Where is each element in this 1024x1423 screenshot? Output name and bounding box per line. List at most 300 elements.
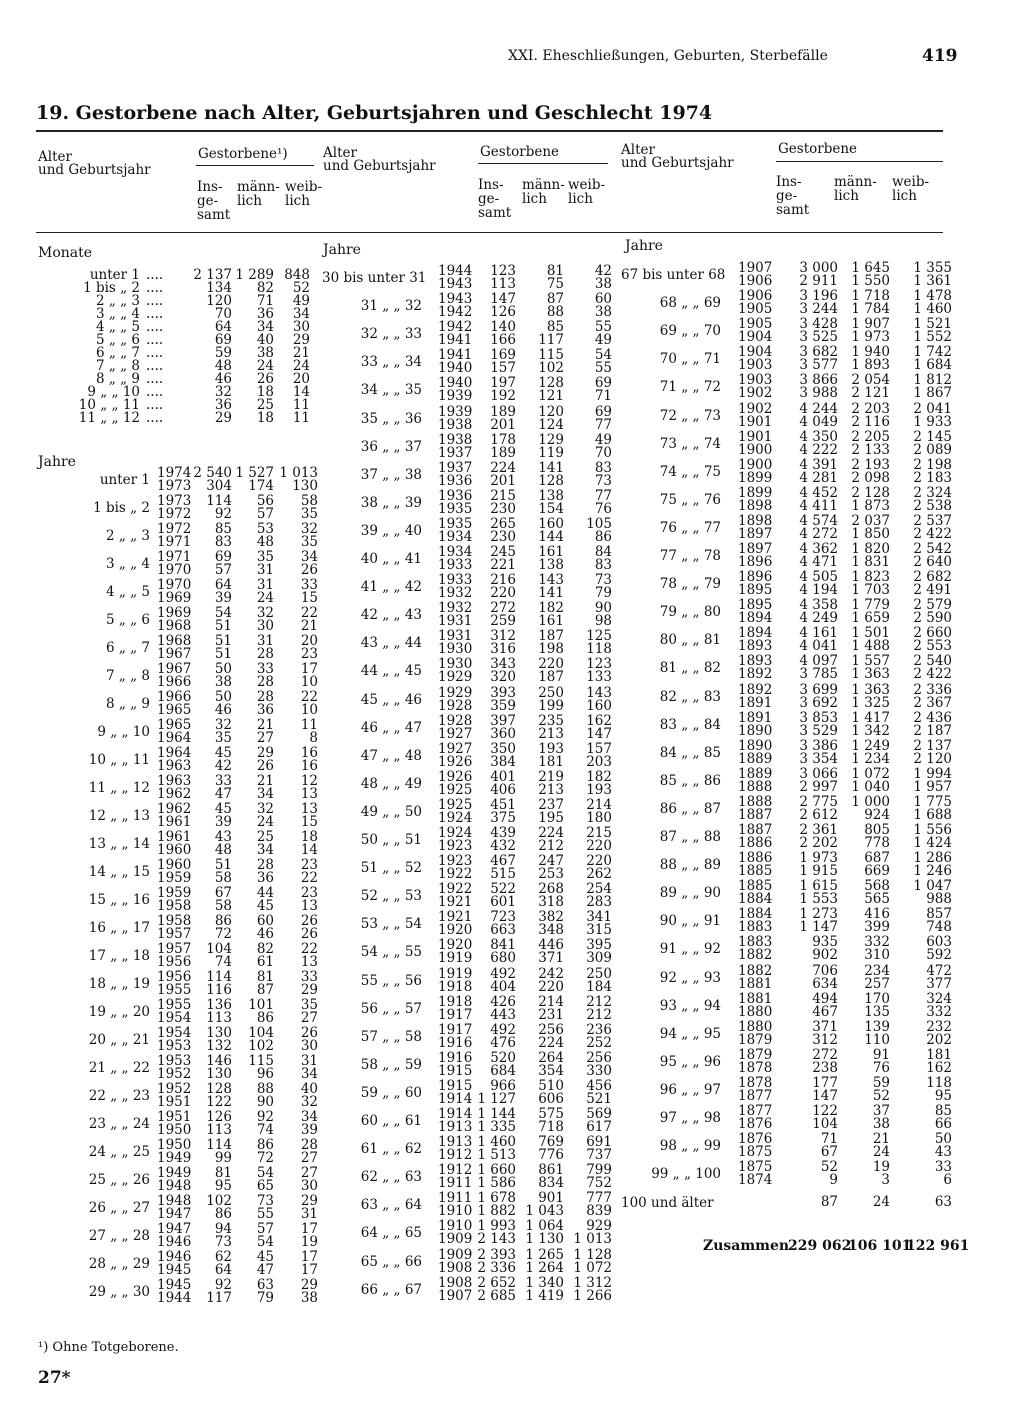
age-group-label: 61 „ „ 62: [360, 1141, 422, 1158]
section-years-2: Jahre: [323, 242, 361, 258]
deceased-male: 1 820: [851, 541, 890, 557]
dot-leader: ....: [146, 267, 164, 283]
age-group-label: 14 „ „ 15: [88, 864, 150, 880]
birth-year: 1912: [438, 1162, 473, 1179]
age-group-label: 66 „ „ 67: [360, 1281, 422, 1298]
deceased-male: 76: [872, 1059, 890, 1076]
deceased-male: 45: [256, 898, 274, 914]
deceased-male: 81: [546, 263, 564, 279]
deceased-female: 569: [586, 1106, 612, 1122]
deceased-total: 3 000: [799, 260, 838, 276]
deceased-male: 1 064: [525, 1218, 564, 1235]
birth-year: 1925: [438, 781, 473, 798]
deceased-male: 1 040: [851, 778, 890, 795]
deceased-total: 177: [812, 1074, 838, 1091]
dot-leader: ....: [146, 332, 164, 348]
deceased-male: 47: [256, 1262, 274, 1278]
deceased-male: 1 703: [851, 582, 890, 599]
deceased-male: 24: [256, 814, 274, 830]
deceased-total: 48: [214, 842, 232, 858]
deceased-total: 74: [214, 954, 232, 970]
header-male-1b: lich: [237, 193, 262, 209]
deceased-male: 73: [256, 1193, 274, 1209]
birth-year: 1908: [438, 1259, 473, 1276]
deceased-male: 1 718: [851, 288, 890, 305]
deceased-total: 67: [214, 885, 232, 901]
deceased-female: 2 137: [913, 737, 952, 754]
deceased-female: 1 521: [913, 316, 952, 333]
month-age-label: 2 „ „ 3: [95, 293, 140, 309]
deceased-total: 439: [490, 825, 516, 841]
deceased-total: 1 660: [477, 1162, 516, 1179]
age-group-label: 56 „ „ 57: [360, 1000, 422, 1017]
deceased-male: 124: [538, 416, 564, 433]
month-male: 1 289: [235, 267, 274, 283]
deceased-male: 141: [538, 459, 564, 476]
deceased-total: 166: [490, 332, 516, 349]
deceased-male: 193: [538, 740, 564, 757]
deceased-male: 3: [881, 1172, 890, 1189]
age-group-label: 11 „ „ 12: [88, 780, 150, 796]
deceased-male: 32: [256, 605, 274, 621]
deceased-female: 34: [300, 1109, 318, 1125]
deceased-female: 38: [594, 276, 612, 292]
deceased-total: 2 997: [799, 778, 838, 795]
birth-year: 1930: [438, 641, 473, 658]
age-group-label: 26 „ „ 27: [88, 1200, 150, 1216]
birth-year: 1926: [438, 768, 473, 785]
birth-year: 1942: [438, 319, 473, 336]
birth-year: 1914: [438, 1090, 473, 1107]
deceased-male: 115: [248, 1053, 274, 1069]
birth-year: 1927: [438, 725, 473, 742]
deceased-female: 130: [292, 478, 318, 494]
deceased-female: 1 072: [573, 1259, 612, 1276]
deceased-male: 21: [256, 773, 274, 789]
deceased-total: 966: [490, 1077, 516, 1094]
deceased-male: 2 193: [851, 456, 890, 473]
deceased-male: 31: [256, 562, 274, 578]
deceased-total: 113: [490, 276, 516, 292]
deceased-total: 4 362: [799, 541, 838, 557]
deceased-total: 316: [490, 641, 516, 658]
deceased-total: 45: [214, 745, 232, 761]
dot-leader: ....: [146, 319, 164, 335]
deceased-female: 35: [300, 534, 318, 550]
deceased-male: 1 850: [851, 525, 890, 542]
birth-year: 1926: [438, 753, 473, 770]
deceased-total: 272: [812, 1046, 838, 1063]
age-group-label: 3 „ „ 4: [105, 556, 150, 572]
deceased-male: 48: [256, 534, 274, 550]
deceased-total: 62: [214, 1249, 232, 1265]
deceased-male: 268: [538, 881, 564, 898]
birth-year: 1915: [438, 1077, 473, 1094]
age-group-label: 22 „ „ 23: [88, 1088, 150, 1104]
deceased-male: 88: [256, 1081, 274, 1097]
deceased-total: 32: [214, 717, 232, 733]
birth-year: 1911: [438, 1175, 473, 1192]
age-group-label: 9 „ „ 10: [97, 724, 150, 740]
deceased-female: 35: [300, 997, 318, 1013]
deceased-female: 147: [586, 725, 612, 742]
deceased-female: 125: [586, 628, 612, 645]
deceased-female: 1 552: [913, 329, 952, 346]
header-rule: [36, 232, 943, 233]
deceased-female: 162: [926, 1059, 952, 1076]
birth-year: 1931: [438, 628, 473, 645]
birth-year: 1969: [157, 605, 192, 621]
age-group-label: 40 „ „ 41: [360, 551, 422, 567]
deceased-male: 115: [538, 347, 564, 364]
deceased-total: 94: [214, 1221, 232, 1237]
deceased-female: 16: [300, 758, 318, 774]
deceased-female: 29: [300, 982, 318, 998]
deceased-total: 443: [490, 1006, 516, 1023]
birth-year: 1905: [738, 316, 773, 333]
deceased-total: 467: [490, 853, 516, 870]
deceased-female: 11: [300, 717, 318, 733]
age-group-label: 95 „ „ 96: [659, 1053, 721, 1070]
deceased-male: 2 205: [851, 428, 890, 445]
birth-year: 1899: [738, 484, 773, 501]
deceased-female: 17: [300, 1249, 318, 1265]
birth-year: 1951: [157, 1094, 192, 1110]
age-group-label: 46 „ „ 47: [360, 719, 422, 736]
birth-year: 1897: [738, 525, 773, 542]
deceased-total: 51: [214, 633, 232, 649]
deceased-female: 254: [586, 881, 612, 898]
deceased-total: 2 361: [799, 822, 838, 838]
deceased-male: 38: [872, 1116, 890, 1132]
month-total: 2 137: [193, 267, 232, 283]
deceased-total: 1 586: [477, 1175, 516, 1192]
deceased-total: 64: [214, 1262, 232, 1278]
deceased-total: 2 336: [477, 1259, 516, 1276]
birth-year: 1896: [738, 569, 773, 586]
birth-year: 1960: [157, 857, 192, 873]
birth-year: 1944: [157, 1290, 192, 1306]
deceased-total: 312: [490, 628, 516, 645]
age-group-label: 25 „ „ 26: [88, 1172, 150, 1188]
deceased-total: 3 428: [799, 316, 838, 333]
header-deceased-1: Gestorbene¹): [198, 146, 288, 162]
birth-year: 1907: [738, 260, 773, 276]
header-male-3a: männ-: [834, 174, 877, 190]
deceased-total: 4 505: [799, 569, 838, 586]
deceased-female: 2 579: [913, 597, 952, 614]
deceased-female: 23: [300, 857, 318, 873]
birth-year: 1923: [438, 853, 473, 870]
deceased-total: 52: [820, 1159, 838, 1176]
age-group-label: 21 „ „ 22: [88, 1060, 150, 1076]
deceased-male: 247: [538, 853, 564, 870]
deceased-female: 1 957: [913, 778, 952, 795]
age-group-label: 54 „ „ 55: [360, 944, 422, 961]
age-group-label: 27 „ „ 28: [88, 1228, 150, 1244]
deceased-male: 104: [248, 1025, 274, 1041]
deceased-male: 1 363: [851, 681, 890, 698]
deceased-total: 359: [490, 697, 516, 714]
header-age-2: Alter: [323, 145, 357, 161]
birth-year: 1884: [738, 891, 773, 908]
age-group-label: 51 „ „ 52: [360, 860, 422, 877]
deceased-total: 515: [490, 866, 516, 883]
deceased-female: 31: [300, 1053, 318, 1069]
birth-year: 1915: [438, 1062, 473, 1079]
age-group-label: 38 „ „ 39: [360, 494, 422, 511]
age-group-label: 89 „ „ 90: [659, 885, 721, 902]
birth-year: 1892: [738, 681, 773, 698]
birth-year: 1935: [438, 500, 473, 517]
birth-year: 1957: [157, 926, 192, 942]
deceased-male: 102: [538, 360, 564, 377]
birth-year: 1916: [438, 1034, 473, 1051]
age-group-label: 81 „ „ 82: [659, 660, 721, 677]
age-group-label: 59 „ „ 60: [360, 1084, 422, 1101]
deceased-total: 71: [820, 1131, 838, 1148]
birth-year: 1879: [738, 1046, 773, 1063]
age-group-label: 83 „ „ 84: [659, 716, 721, 733]
deceased-female: 2 590: [913, 610, 952, 627]
deceased-female: 83: [594, 557, 612, 573]
deceased-male: 1 527: [235, 465, 274, 481]
birth-year: 1966: [157, 689, 192, 705]
deceased-total: 47: [214, 786, 232, 802]
birth-year: 1962: [157, 786, 192, 802]
deceased-total: 360: [490, 725, 516, 742]
month-male: 25: [256, 397, 274, 413]
birth-year: 1887: [738, 806, 773, 823]
birth-year: 1965: [157, 702, 192, 718]
age-group-label: 65 „ „ 66: [360, 1253, 422, 1270]
deceased-female: 521: [586, 1090, 612, 1107]
deceased-female: 181: [926, 1046, 952, 1063]
deceased-female: 212: [586, 993, 612, 1010]
deceased-total: 114: [206, 493, 232, 509]
deceased-total: 92: [214, 506, 232, 522]
birth-year: 1956: [157, 969, 192, 985]
birth-year: 1923: [438, 838, 473, 854]
birth-year: 1884: [738, 906, 773, 923]
birth-year: 1972: [157, 506, 192, 522]
deceased-male: 575: [538, 1106, 564, 1122]
deceased-total: 189: [490, 444, 516, 461]
deceased-female: 22: [300, 605, 318, 621]
deceased-male: 565: [864, 891, 890, 908]
deceased-female: 38: [300, 1290, 318, 1306]
deceased-total: 51: [214, 618, 232, 634]
deceased-total: 375: [490, 809, 516, 826]
deceased-male: 1 264: [525, 1259, 564, 1276]
deceased-total: 4 161: [799, 625, 838, 642]
deceased-total: 371: [812, 1018, 838, 1035]
month-female: 20: [292, 371, 310, 387]
deceased-male: 187: [538, 669, 564, 686]
birth-year: 1964: [157, 745, 192, 761]
birth-year: 1913: [438, 1119, 473, 1135]
dot-leader: ....: [146, 384, 164, 400]
deceased-female: 341: [586, 909, 612, 926]
deceased-male: 510: [538, 1077, 564, 1094]
deceased-female: 1 047: [913, 878, 952, 895]
subhead-rule-2: [478, 163, 608, 164]
month-age-label: 10 „ „ 11: [78, 397, 140, 413]
deceased-total: 122: [206, 1094, 232, 1110]
deceased-total: 902: [812, 947, 838, 964]
birth-year: 1953: [157, 1053, 192, 1069]
deceased-total: 3 682: [799, 344, 838, 361]
deceased-female: 472: [926, 962, 952, 979]
deceased-male: 1 779: [851, 597, 890, 614]
deceased-male: 37: [872, 1103, 890, 1119]
birth-year: 1909: [438, 1246, 473, 1263]
deceased-total: 1 973: [799, 850, 838, 867]
birth-year: 1883: [738, 934, 773, 951]
deceased-female: 182: [586, 768, 612, 785]
deceased-total: 221: [490, 557, 516, 573]
deceased-total: 4 222: [799, 441, 838, 458]
birth-year: 1951: [157, 1109, 192, 1125]
deceased-total: 426: [490, 993, 516, 1010]
deceased-male: 2 203: [851, 400, 890, 417]
deceased-total: 476: [490, 1034, 516, 1051]
month-male: 82: [256, 280, 274, 296]
deceased-female: 35: [300, 506, 318, 522]
birth-year: 1888: [738, 793, 773, 810]
deceased-male: 128: [538, 375, 564, 392]
deceased-male: 195: [538, 809, 564, 826]
birth-year: 1887: [738, 822, 773, 838]
header-total-2c: samt: [478, 205, 512, 221]
deceased-female: 799: [586, 1162, 612, 1179]
deceased-total: 178: [490, 431, 516, 448]
age-group-label: 10 „ „ 11: [88, 752, 150, 768]
deceased-male: 1 249: [851, 737, 890, 754]
birth-year: 1966: [157, 674, 192, 690]
birth-year: 1899: [738, 469, 773, 486]
deceased-total: 147: [812, 1087, 838, 1104]
birth-year: 1956: [157, 954, 192, 970]
deceased-female: 17: [300, 1262, 318, 1278]
deceased-male: 141: [538, 585, 564, 602]
birth-year: 1888: [738, 778, 773, 795]
age-group-label: 94 „ „ 95: [659, 1025, 721, 1042]
deceased-total: 117: [206, 1290, 232, 1306]
deceased-total: 4 249: [799, 610, 838, 627]
age-group-label: 36 „ „ 37: [360, 438, 422, 455]
deceased-total: 4 358: [799, 597, 838, 614]
deceased-male: 2 133: [851, 441, 890, 458]
deceased-male: 253: [538, 866, 564, 883]
birth-year: 1938: [438, 431, 473, 448]
deceased-total: 1 144: [477, 1106, 516, 1122]
deceased-total: 406: [490, 781, 516, 798]
deceased-total: 684: [490, 1062, 516, 1079]
last-row-male: 24: [872, 1194, 890, 1210]
birth-year: 1878: [738, 1059, 773, 1076]
birth-year: 1885: [738, 878, 773, 895]
deceased-female: 212: [586, 1006, 612, 1023]
dot-leader: ....: [146, 397, 164, 413]
birth-year: 1901: [738, 428, 773, 445]
deceased-female: 30: [300, 1038, 318, 1054]
deceased-female: 20: [300, 633, 318, 649]
dot-leader: ....: [146, 306, 164, 322]
deceased-male: 72: [256, 1150, 274, 1166]
birth-year: 1903: [738, 372, 773, 389]
deceased-male: 21: [256, 717, 274, 733]
age-group-label: 28 „ „ 29: [88, 1256, 150, 1272]
dot-leader: ....: [146, 410, 164, 426]
deceased-female: 2 336: [913, 681, 952, 698]
age-group-label: 34 „ „ 35: [360, 382, 422, 399]
deceased-male: 44: [256, 885, 274, 901]
birth-year: 1910: [438, 1203, 473, 1220]
deceased-female: 18: [300, 829, 318, 845]
dot-leader: ....: [146, 345, 164, 361]
age-group-label: 23 „ „ 24: [88, 1116, 150, 1132]
deceased-female: 2 542: [913, 541, 952, 557]
age-group-label: 58 „ „ 59: [360, 1056, 422, 1073]
deceased-female: 133: [586, 669, 612, 686]
deceased-male: 446: [538, 937, 564, 954]
header-female-1a: weib-: [285, 179, 323, 195]
deceased-female: 32: [300, 1094, 318, 1110]
birth-year: 1940: [438, 360, 473, 377]
deceased-female: 2 422: [913, 666, 952, 683]
age-group-label: 31 „ „ 32: [360, 298, 422, 315]
deceased-male: 36: [256, 702, 274, 718]
deceased-female: 2 145: [913, 428, 952, 445]
deceased-male: 257: [864, 975, 890, 992]
deceased-female: 12: [300, 773, 318, 789]
deceased-female: 77: [594, 487, 612, 504]
deceased-total: 238: [812, 1059, 838, 1076]
deceased-total: 50: [214, 689, 232, 705]
deceased-female: 2 640: [913, 554, 952, 570]
deceased-male: 121: [538, 388, 564, 405]
deceased-female: 42: [594, 263, 612, 279]
deceased-female: 8: [309, 730, 318, 746]
header-total-1c: samt: [197, 207, 231, 223]
deceased-female: 250: [586, 965, 612, 982]
deceased-total: 43: [214, 829, 232, 845]
deceased-female: 220: [586, 838, 612, 854]
deceased-male: 213: [538, 725, 564, 742]
birth-year: 1876: [738, 1131, 773, 1148]
deceased-total: 9: [829, 1172, 838, 1189]
age-group-label: 7 „ „ 8: [105, 668, 150, 684]
birth-year: 1952: [157, 1066, 192, 1082]
age-group-label: 1 bis „ 2: [93, 500, 150, 516]
deceased-male: 1 659: [851, 610, 890, 627]
birth-year: 1937: [438, 444, 473, 461]
deceased-total: 492: [490, 1021, 516, 1038]
birth-year: 1946: [157, 1234, 192, 1250]
birth-year: 1929: [438, 684, 473, 701]
deceased-female: 55: [594, 360, 612, 377]
header-total-3a: Ins-: [776, 174, 802, 190]
deceased-total: 86: [214, 1206, 232, 1222]
deceased-female: 85: [934, 1103, 952, 1119]
deceased-female: 1 013: [573, 1231, 612, 1248]
deceased-female: 118: [586, 641, 612, 658]
deceased-female: 180: [586, 809, 612, 826]
deceased-female: 22: [300, 941, 318, 957]
age-group-label: 86 „ „ 87: [659, 800, 721, 817]
deceased-female: 27: [300, 1150, 318, 1166]
